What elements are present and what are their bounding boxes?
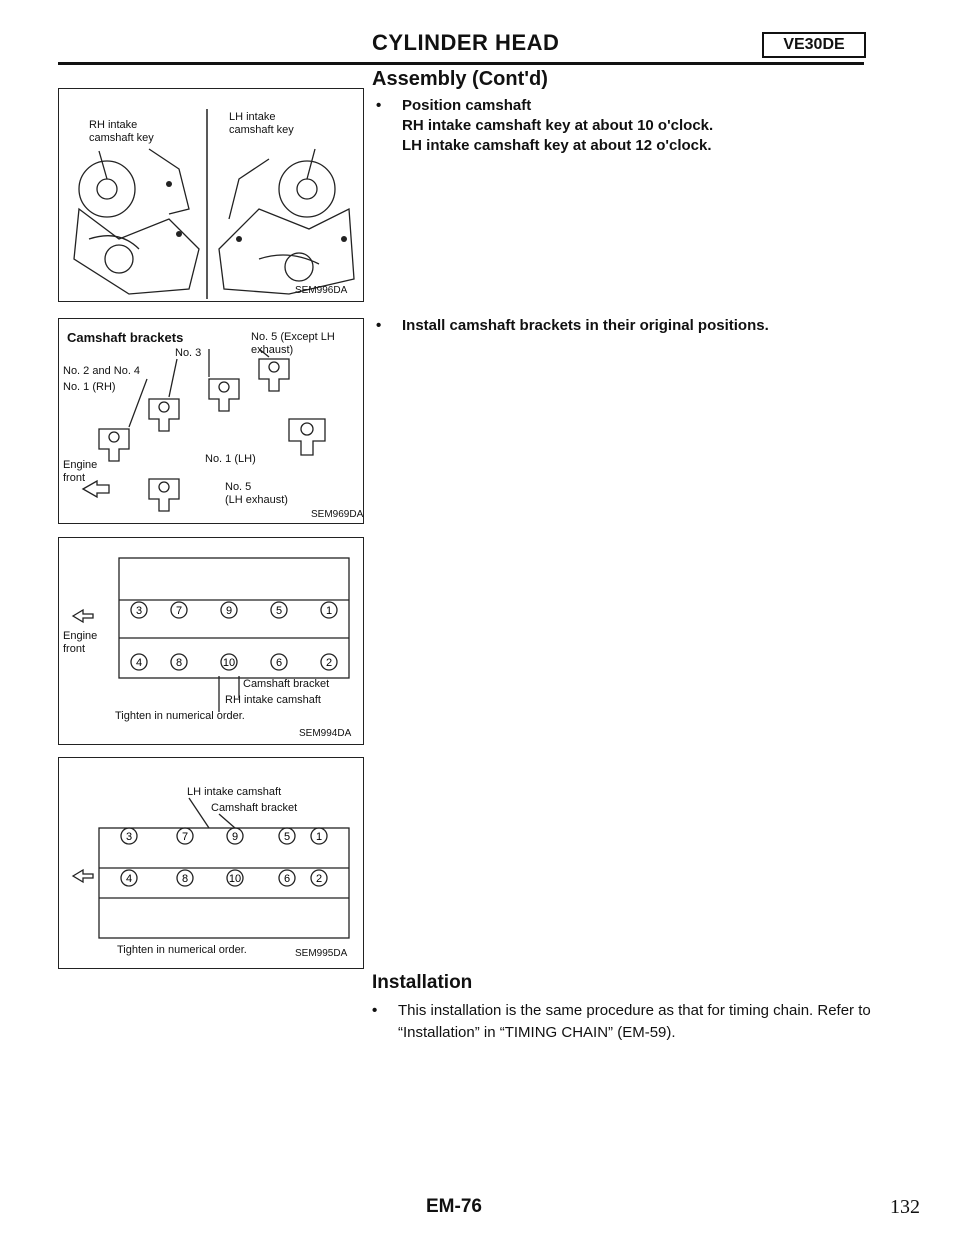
- figure-code: SEM969DA: [311, 509, 364, 520]
- tighten-note: Tighten in numerical order.: [115, 710, 245, 722]
- page-title: CYLINDER HEAD: [372, 30, 560, 55]
- order-4: 4: [125, 873, 133, 885]
- order-9: 9: [225, 605, 233, 617]
- bracket-no3-label: No. 3: [175, 347, 202, 359]
- order-6: 6: [283, 873, 291, 885]
- engine-front-label: Engine front: [63, 459, 98, 484]
- order-8: 8: [175, 657, 183, 669]
- position-title: Position camshaft: [402, 97, 532, 114]
- order-1: 1: [325, 605, 333, 617]
- order-4: 4: [135, 657, 143, 669]
- tighten-note: Tighten in numerical order.: [117, 944, 247, 956]
- order-5: 5: [275, 605, 283, 617]
- install-brackets-bullet: • Install camshaft brackets in their original positions.: [376, 317, 769, 334]
- engine-front-label: Engine front: [63, 630, 98, 655]
- section-subtitle: Assembly (Cont'd): [372, 68, 548, 90]
- bracket-no5-except-label: No. 5 (Except LH exhaust): [251, 331, 335, 356]
- figure-camshaft-keys: [58, 88, 364, 302]
- figure-rh-tightening: [58, 537, 364, 745]
- installation-text: This installation is the same procedure as that for timing chain. Refer to “Installation” in “TIMING CHAIN” (EM-59).: [398, 1002, 871, 1041]
- position-line-2: LH intake camshaft key at about 12 o'clock.: [402, 137, 712, 154]
- rh-key-label: RH intake camshaft key: [89, 119, 154, 144]
- figure-code: SEM996DA: [295, 285, 348, 296]
- order-10: 10: [228, 873, 242, 885]
- position-line-1: RH intake camshaft key at about 10 o'clock.: [402, 117, 714, 134]
- engine-code-badge: VE30DE: [762, 32, 866, 58]
- figure-code: SEM995DA: [295, 948, 348, 959]
- figure-camshaft-brackets: [58, 318, 364, 524]
- order-2: 2: [325, 657, 333, 669]
- order-7: 7: [175, 605, 183, 617]
- camshaft-bracket-label: Camshaft bracket: [243, 678, 330, 690]
- install-brackets-text: Install camshaft brackets in their original positions.: [402, 317, 769, 334]
- installation-bullet: • This installation is the same procedure as that for timing chain. Refer to “Installation” in “TIMING CHAIN” (EM-59).: [372, 1000, 872, 1044]
- order-3: 3: [135, 605, 143, 617]
- page-code: EM-76: [426, 1196, 482, 1217]
- bracket-no5-lh-label: No. 5 (LH exhaust): [225, 481, 288, 506]
- order-5: 5: [283, 831, 291, 843]
- order-6: 6: [275, 657, 283, 669]
- page-number: 132: [890, 1196, 920, 1218]
- order-7: 7: [181, 831, 189, 843]
- bracket-no1-rh-label: No. 1 (RH): [63, 381, 116, 393]
- order-9: 9: [231, 831, 239, 843]
- order-8: 8: [181, 873, 189, 885]
- brackets-title: Camshaft brackets: [67, 330, 184, 345]
- figure-code: SEM994DA: [299, 728, 352, 739]
- bracket-no1-lh-label: No. 1 (LH): [205, 453, 256, 465]
- installation-heading: Installation: [372, 972, 473, 993]
- order-1: 1: [315, 831, 323, 843]
- order-10: 10: [222, 657, 236, 669]
- bracket-no2-no4-label: No. 2 and No. 4: [63, 365, 141, 377]
- header-rule: [58, 62, 864, 65]
- position-camshaft-bullet: • Position camshaft RH intake camshaft key at about 10 o'clock. LH intake camshaft key at about 12 o'clock.: [376, 97, 714, 154]
- lh-key-label: LH intake camshaft key: [229, 111, 294, 136]
- figure-lh-tightening: [58, 757, 364, 969]
- lh-camshaft-label: LH intake camshaft: [187, 786, 282, 798]
- camshaft-bracket-label: Camshaft bracket: [211, 802, 298, 814]
- order-2: 2: [315, 873, 323, 885]
- order-3: 3: [125, 831, 133, 843]
- rh-camshaft-label: RH intake camshaft: [225, 694, 321, 706]
